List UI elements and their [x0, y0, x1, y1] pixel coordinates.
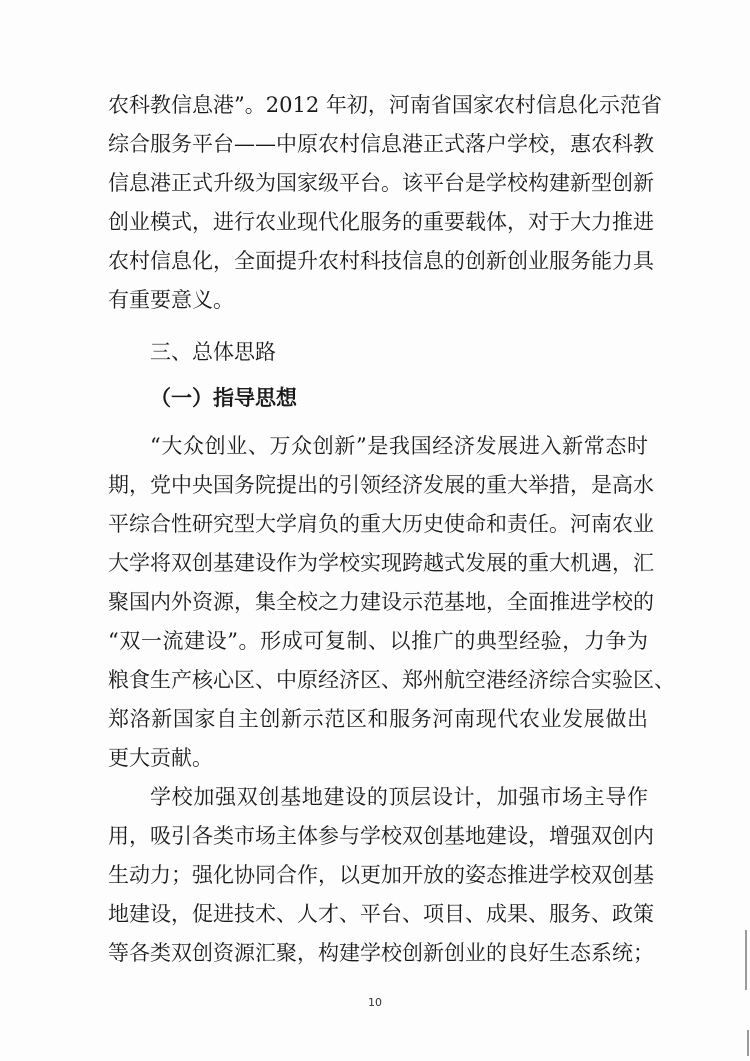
body-text-line: 更大贡献。 [108, 746, 213, 770]
scan-artifact [747, 1030, 749, 1056]
body-text-line: 等各类双创资源汇聚，构建学校创新创业的良好生态系统； [108, 941, 654, 965]
body-text-line: 农科教信息港”。2012 年初，河南省国家农村信息化示范省 [108, 93, 662, 117]
section-heading: 三、总体思路 [150, 340, 276, 364]
body-text-line: “双一流建设”。形成可复制、以推广的典型经验，力争为 [108, 629, 648, 653]
body-text-line: 粮食生产核心区、中原经济区、郑州航空港经济综合实验区、 [108, 668, 675, 692]
subsection-heading: （一）指导思想 [150, 386, 297, 410]
body-text-line: 农村信息化，全面提升农村科技信息的创新创业服务能力具 [108, 249, 654, 273]
body-text-line: 平综合性研究型大学肩负的重大历史使命和责任。河南农业 [108, 512, 654, 536]
body-text-line: 郑洛新国家自主创新示范区和服务河南现代农业发展做出 [108, 707, 648, 731]
body-text-line: 地建设，促进技术、人才、平台、项目、成果、服务、政策 [108, 902, 654, 926]
scan-artifact [745, 930, 747, 990]
body-text-line: 聚国内外资源，集全校之力建设示范基地，全面推进学校的 [108, 590, 654, 614]
body-text-line: 创业模式，进行农业现代化服务的重要载体，对于大力推进 [108, 210, 654, 234]
page-number: 10 [368, 996, 382, 1009]
body-text-line: 用，吸引各类市场主体参与学校双创基地建设，增强双创内 [108, 824, 654, 848]
body-text-line: 信息港正式升级为国家级平台。该平台是学校构建新型创新 [108, 171, 654, 195]
body-text-line: 有重要意义。 [108, 288, 234, 312]
body-text-line: 生动力；强化协同合作，以更加开放的姿态推进学校双创基 [108, 863, 654, 887]
body-text-line: 综合服务平台——中原农村信息港正式落户学校，惠农科教 [108, 132, 654, 156]
body-text-line: 学校加强双创基地建设的顶层设计，加强市场主导作 [150, 785, 648, 809]
body-text-line: “大众创业、万众创新”是我国经济发展进入新常态时 [150, 434, 648, 458]
body-text-line: 大学将双创基建设作为学校实现跨越式发展的重大机遇，汇 [108, 551, 654, 575]
body-text-line: 期，党中央国务院提出的引领经济发展的重大举措，是高水 [108, 473, 654, 497]
